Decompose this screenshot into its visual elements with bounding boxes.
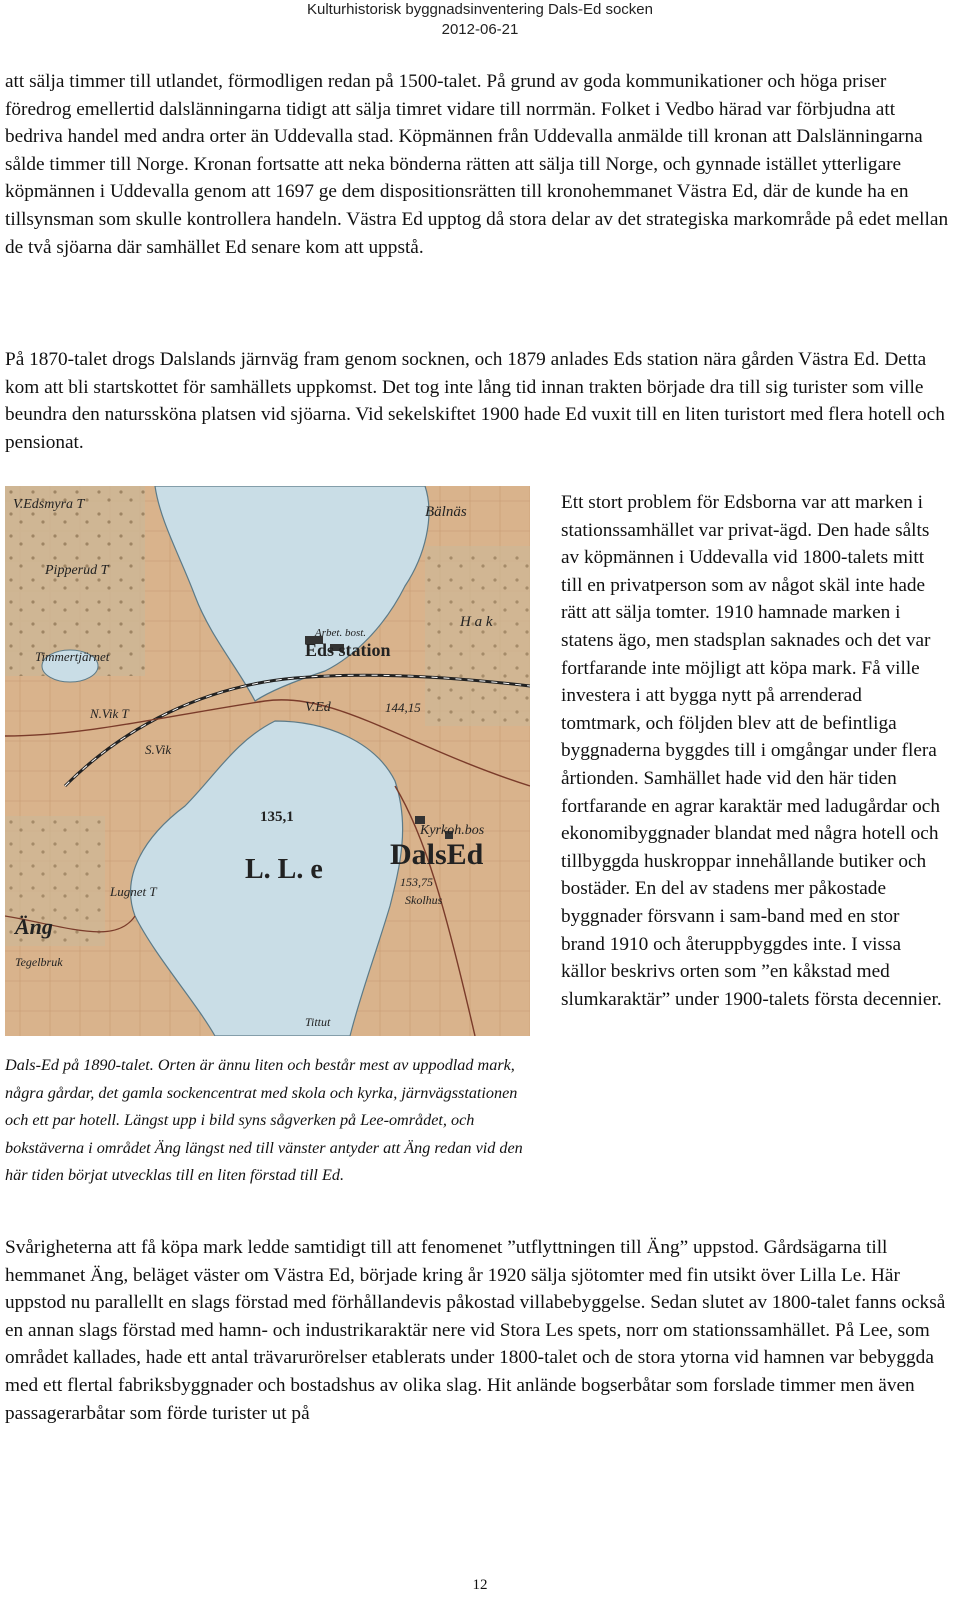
map-label-pipperud: Pipperud T [45, 563, 109, 578]
map-label-elevation-2: 153,75 [400, 875, 433, 889]
map-label-svik: S.Vik [145, 742, 172, 757]
map-label-elevation-1: 144,15 [385, 700, 421, 715]
map-label-lugnet: Lugnet T [110, 884, 157, 899]
document-date: 2012-06-21 [441, 21, 519, 38]
page-number: 12 [472, 1577, 488, 1593]
map-caption: Dals-Ed på 1890-talet. Orten är ännu liten och består mest av uppodlad mark, några gårdar, det gamla sockencentrat med skola och kyrka, järnvägsstationen och ett par hotell. Längst upp i bild syns sågverken på Lee-området, och bokstäverna i området Äng längst ned till vänster antyder att Äng redan vid den här tiden börjat utvecklas till en liten förstad till Ed. [5, 1056, 523, 1184]
body-paragraph-1: att sälja timmer till utlandet, förmodligen redan på 1500-talet. På grund av goda kommunikationer och höga priser föredrog emellertid dalslänningarna tidigt att sälja timret vidare till norrmän. Folket i Vedbo härad var förbjudna att bedriva handel med andra orter än Uddevalla stad. Köpmännen från Uddevalla anmälde till kronan att Dalslänningarna sålde timmer till Norge. Kronan fortsatte att neka bönderna rätten att sälja till Norge, och gynnade istället ytterligare köpmännen i Uddevalla genom att 1697 ge dem dispositionsrätten till kronohemmanet Västra Ed, där de kunde ha en tillsynsman som skulle kontrollera handeln. Västra Ed upptog då stora delar av det strategiska markområde på edet mellan de två sjöarna där samhället Ed senare kom att uppstå. [5, 71, 949, 258]
map-label-balnas: Bälnäs [425, 504, 467, 520]
map-label-nvik: N.Vik T [90, 706, 129, 721]
map-label-lilla-le: L. L. e [245, 854, 323, 885]
map-label-kyrkoh: Kyrkoh.bos [420, 823, 485, 838]
map-label-arbetbost: Arbet. bost. [315, 627, 367, 639]
map-label-ang: Äng [15, 914, 53, 939]
map-label-edsstation: Eds station [305, 640, 391, 660]
page-header [0, 0, 960, 40]
map-label-timmertjarnet: Timmertjärnet [35, 649, 110, 664]
side-column-text: Ett stort problem för Edsborna var att marken i stationssamhället var privat-ägd. Den hade sålts av köpmännen i Uddevalla vid 1800-talets mitt till en privatperson som av något skäl inte hade rätt att sälja tomter. 1910 hamnade marken i statens ägo, men stadsplan saknades och det var fortfarande inte möjligt att köpa mark. Få ville investera i att bygga nytt på arrenderad tomtmark, och följden blev att de befintliga byggnaderna byggdes till i omgångar under flera årtionden. Samhället hade vid den här tiden fortfarande en agrar karaktär med ladugårdar och ekonomibyggnader blandat med några hotell och tillbyggda huskroppar innehållande butiker och bostäder. En del av stadens mer påkostade byggnader försvann i sam-band med en stor brand 1910 och återuppbyggdes inte. I vissa källor beskrivs orten som ”en kåkstad med slumkaraktär” under 1900-talets första decennier. [561, 492, 942, 1010]
map-label-tittut: Tittut [305, 1015, 331, 1029]
body-paragraph-3: Svårigheterna att få köpa mark ledde samtidigt till att fenomenet ”utflyttningen till Äng” uppstod. Gårdsägarna till hemmanet Äng, beläget väster om Västra Ed, började kring år 1920 sälja sjötomter med fin utsikt över Lilla Le. Här uppstod nu parallellt en slags förstad med förhållandevis påkostad villabebyggelse. Sedan slutet av 1800-talet fanns också en annan slags förstad med hamn- och industrikaraktär nere vid Stora Les spets, norr om stationssamhället. På Lee, som området kallades, hade ett antal trävarurörelser etablerats under 1800-talet och de stora ytorna vid hamnen var bebyggda med ett flertal fabriksbyggnader och bostadshus av olika slag. Hit anlände bogserbåtar som forslade timmer men även passagerarbåtar som förde turister ut på [5, 1237, 946, 1424]
historical-map-image [5, 486, 530, 1036]
map-label-tegelbruk: Tegelbruk [15, 955, 63, 969]
map-label-edsmyra: V.Edsmyra T [13, 497, 85, 512]
map-label-hak: H a k [460, 614, 493, 630]
map-label-skolhus: Skolhus [405, 893, 443, 907]
map-label-lake-elevation: 135,1 [260, 809, 294, 825]
document-title: Kulturhistorisk byggnadsinventering Dals-Ed socken [306, 1, 653, 18]
map-label-dalsed: DalsEd [390, 838, 484, 871]
map-label-ved: V.Ed [305, 700, 331, 715]
body-paragraph-2: På 1870-talet drogs Dalslands järnväg fram genom socknen, och 1879 anlades Eds station nära gården Västra Ed. Detta kom att bli startskottet för samhällets uppkomst. Det tog inte lång tid innan trakten började dra till sig turister som ville beundra den naturssköna platsen vid sjöarna. Vid sekelskiftet 1900 hade Ed vuxit till en liten turistort med flera hotell och pensionat. [5, 349, 945, 453]
